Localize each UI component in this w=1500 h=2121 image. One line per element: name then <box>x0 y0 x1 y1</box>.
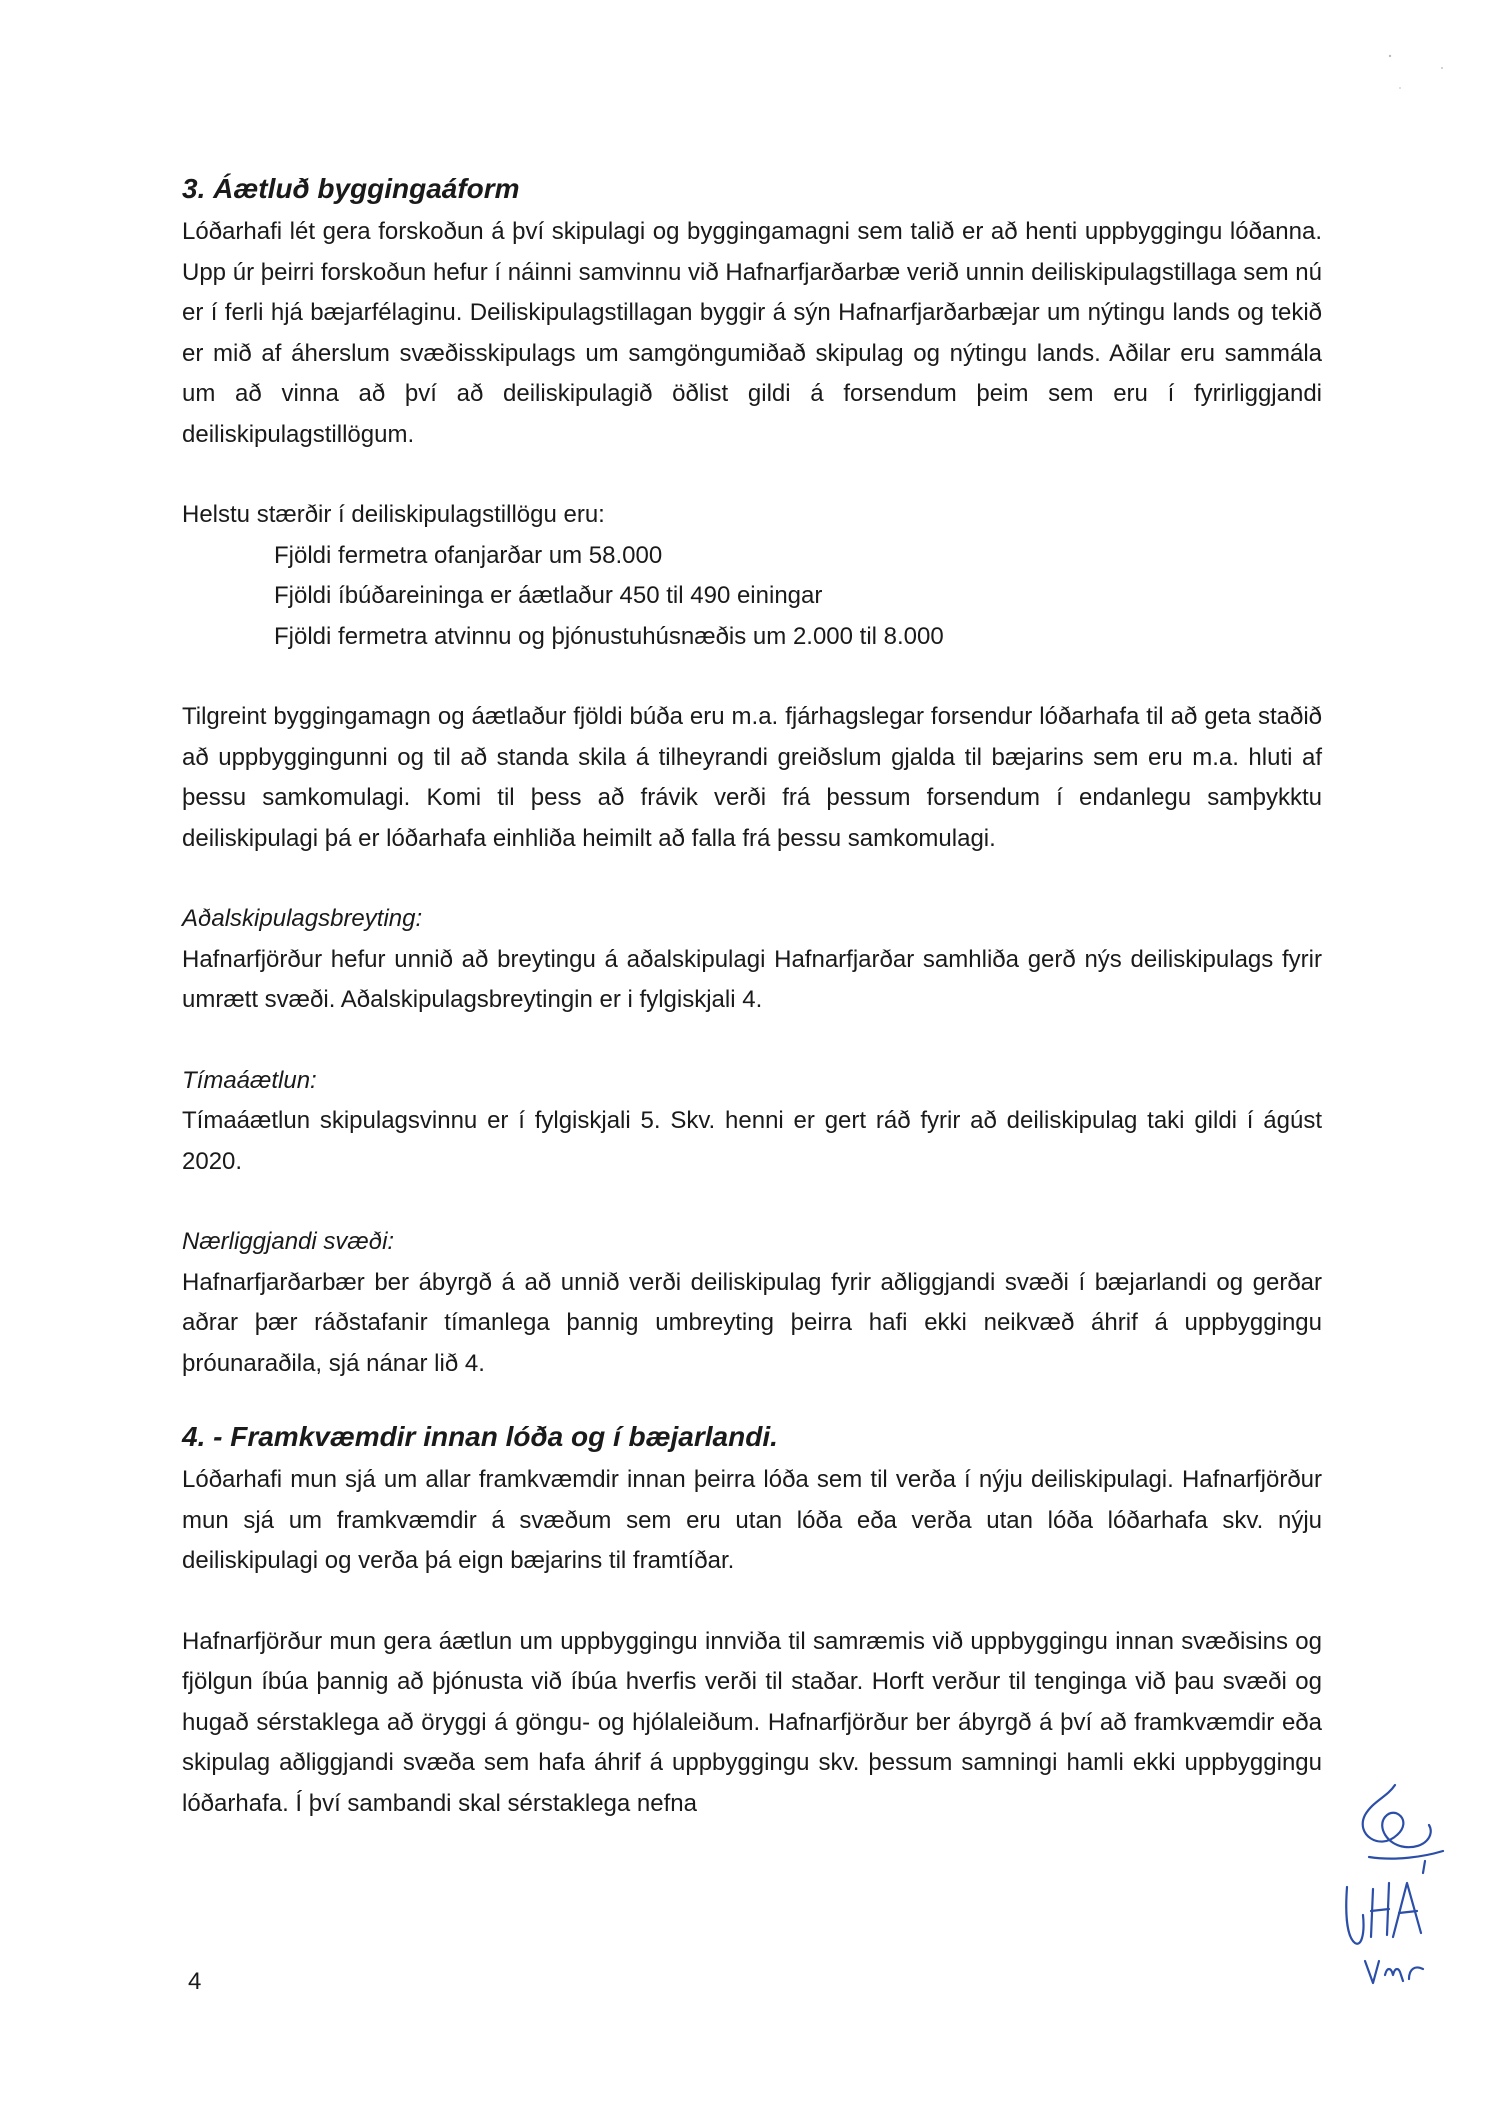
page-content <box>182 172 1322 1824</box>
key-figures-intro: Helstu stærðir í deiliskipulagstillögu eru: <box>182 501 605 528</box>
key-figures-list <box>182 536 1322 658</box>
page-number: 4 <box>188 1968 202 1995</box>
subheading-timaaaetlun: Tímaáætlun: <box>182 1066 317 1094</box>
timaaaetlun-text: Tímaáætlun skipulagsvinnu er í fylgiskjali 5. Skv. henni er gert ráð fyrir að deiliskipulag taki gildi í ágúst 2020. <box>182 1107 1322 1175</box>
section-4-heading: 4. - Framkvæmdir innan lóða og í bæjarlandi. <box>182 1421 778 1452</box>
key-figure-item: Fjöldi íbúðareininga er áætlaður 450 til 490 einingar <box>274 582 823 609</box>
handwritten-initials-signature <box>1325 1765 1475 1995</box>
section-3-paragraph-2: Tilgreint byggingamagn og áætlaður fjöldi búða eru m.a. fjárhagslegar forsendur lóðarhafa til að geta staðið að uppbyggingunni og til að standa skila á tilheyrandi greiðslum gjalda til bæjarins sem eru m.a. hluti af þessu samkomulagi. Komi til þess að frávik verði frá þessum forsendum í endanlegu samþykktu deiliskipulagi þá er lóðarhafa einhliða heimilt að falla frá þessu samkomulagi. <box>182 703 1322 852</box>
subheading-aðalskipulagsbreyting: Aðalskipulagsbreyting: <box>182 905 423 932</box>
subheading-naerliggjandi-svaedi: Nærliggjandi svæði: <box>182 1228 395 1255</box>
section-3-paragraph-1: Lóðarhafi lét gera forskoðun á því skipulagi og byggingamagni sem talið er að henti uppbyggingu lóðanna. Upp úr þeirri forskoðun hefur í náinni samvinnu við Hafnarfjarðarbæ verið unnin deiliskipulagstillaga sem nú er í ferli hjá bæjarfélaginu. Deiliskipulagstillagan byggir á sýn Hafnarfjarðarbæjar um nýtingu lands og tekið er mið af áherslum svæðisskipulags um samgöngumiðað skipulag og nýtingu lands. Aðilar eru sammála um að vinna að því að deiliskipulagið öðlist gildi á forsendum þeim sem eru í fyrirliggjandi deiliskipulagstillögum. <box>182 218 1322 448</box>
key-figure-item: Fjöldi fermetra ofanjarðar um 58.000 <box>274 541 663 569</box>
key-figure-item: Fjöldi fermetra atvinnu og þjónustuhúsnæðis um 2.000 til 8.000 <box>274 622 944 650</box>
aðalskipulagsbreyting-text: Hafnarfjörður hefur unnið að breytingu á aðalskipulagi Hafnarfjarðar samhliða gerð nýs deiliskipulags fyrir umrætt svæði. Aðalskipulagsbreytingin er i fylgiskjali 4. <box>182 945 1322 1013</box>
naerliggjandi-svaedi-text: Hafnarfjarðarbær ber ábyrgð á að unnið verði deiliskipulag fyrir aðliggjandi svæði í bæjarlandi og gerðar aðrar þær ráðstafanir tímanlega þannig umbreyting þeirra hafi ekki neikvæð áhrif á uppbyggingu þróunaraðila, sjá nánar lið 4. <box>182 1268 1322 1377</box>
section-4-paragraph-1: Lóðarhafi mun sjá um allar framkvæmdir innan þeirra lóða sem til verða í nýju deiliskipulagi. Hafnarfjörður mun sjá um framkvæmdir á svæðum sem eru utan lóða eða verða utan lóða lóðarhafa skv. nýju deiliskipulagi og verða þá eign bæjarins til framtíðar. <box>182 1466 1322 1574</box>
scan-specks <box>1370 40 1470 100</box>
section-4-paragraph-2: Hafnarfjörður mun gera áætlun um uppbyggingu innviða til samræmis við uppbyggingu innan svæðisins og fjölgun íbúa þannig að þjónusta við íbúa hverfis verði til staðar. Horft verður til tenginga við þau svæði og hugað sérstaklega að öryggi á göngu- og hjólaleiðum. Hafnarfjörður ber ábyrgð á því að framkvæmdir eða skipulag aðliggjandi svæða sem hafa áhrif á uppbyggingu skv. þessum samningi hamli ekki uppbyggingu lóðarhafa. Í því sambandi skal sérstaklega nefna <box>182 1627 1322 1817</box>
section-3-heading: 3. Áætluð byggingaáform <box>182 173 520 204</box>
